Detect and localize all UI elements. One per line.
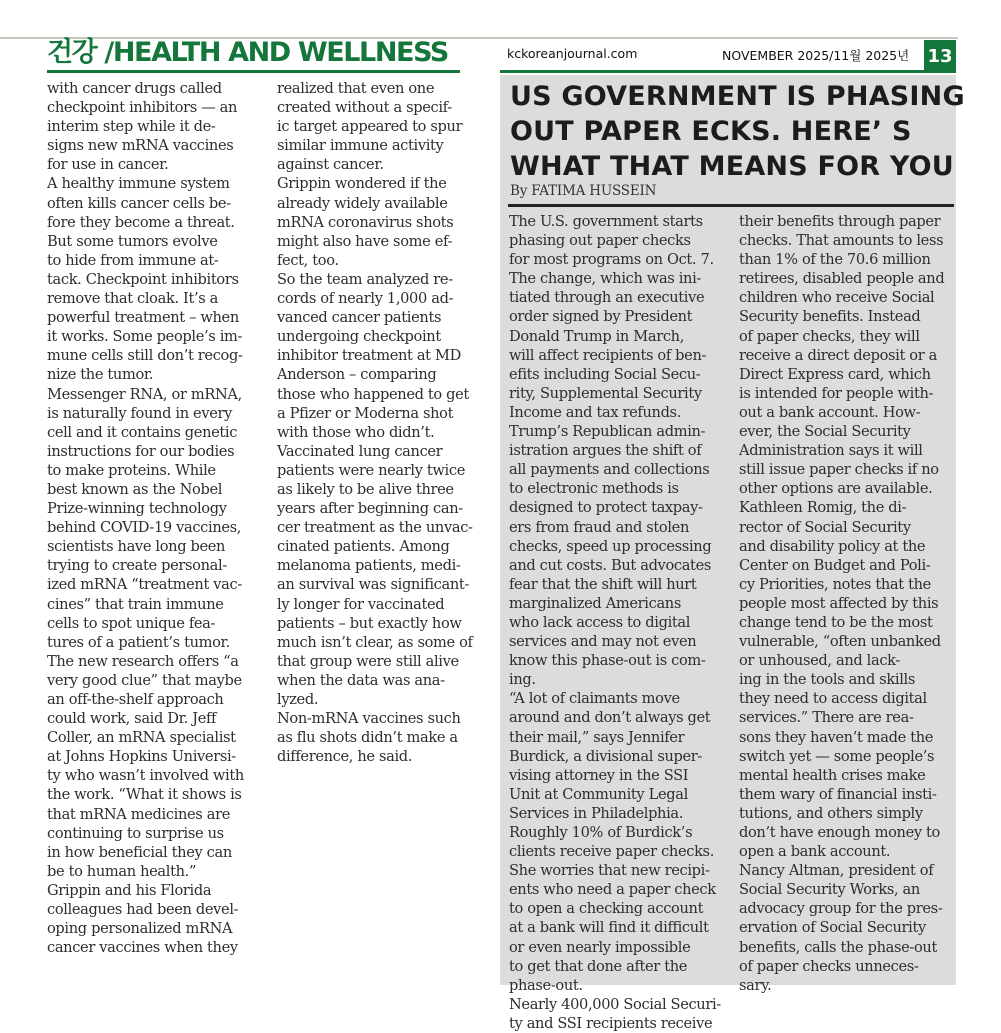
site-url: kckoreanjournal.com <box>507 46 638 61</box>
text-line: is naturally found in every <box>47 404 233 422</box>
text-line: Social Security Works, an <box>739 881 920 899</box>
text-line: to hide from immune at- <box>47 251 219 269</box>
text-line: for use in cancer. <box>47 156 169 174</box>
text-line: ty and SSI recipients receive <box>509 1014 713 1032</box>
text-line: phasing out paper checks <box>509 232 691 250</box>
text-line: patients were nearly twice <box>277 461 465 479</box>
text-line: She worries that new recipi- <box>509 862 710 880</box>
text-line: Messenger RNA, or mRNA, <box>47 385 242 403</box>
text-line: ic target appeared to spur <box>277 118 463 136</box>
text-line: years after beginning can- <box>277 500 463 518</box>
text-line: patients – but exactly how <box>277 614 462 632</box>
text-line: at a bank will find it difficult <box>509 919 709 937</box>
section-title: 건강 /HEALTH AND WELLNESS <box>47 37 448 68</box>
text-line: The new research offers “a <box>47 652 239 670</box>
text-line: tutions, and others simply <box>739 804 923 822</box>
right-article-column-1 <box>509 212 731 1033</box>
left-article-column-1 <box>47 79 272 957</box>
text-line: remove that cloak. It’s a <box>47 290 219 308</box>
text-line: much isn’t clear, as some of <box>277 633 473 651</box>
text-line: with cancer drugs called <box>47 80 222 97</box>
text-line: when the data was ana- <box>277 671 445 689</box>
text-line: fect, too. <box>277 251 339 269</box>
text-line: they need to access digital <box>739 690 927 708</box>
text-line: to open a checking account <box>509 900 704 918</box>
text-line: mRNA coronavirus shots <box>277 213 454 231</box>
text-line: inhibitor treatment at MD <box>277 347 461 365</box>
text-line: cell and it contains genetic <box>47 423 238 441</box>
text-line: children who receive Social <box>739 289 935 307</box>
text-line: Roughly 10% of Burdick’s <box>509 824 693 841</box>
text-line: tiated through an executive <box>509 289 705 307</box>
text-line: than 1% of the 70.6 million <box>739 251 931 269</box>
text-line: vanced cancer patients <box>277 309 442 327</box>
text-line: tack. Checkpoint inhibitors <box>47 270 239 288</box>
text-line: all payments and collections <box>509 461 710 479</box>
text-line: But some tumors evolve <box>47 232 218 250</box>
text-line: trying to create personal- <box>47 557 227 575</box>
text-line: vising attorney in the SSI <box>509 766 689 784</box>
text-line: fore they become a threat. <box>47 213 235 231</box>
text-line: designed to protect taxpay- <box>509 499 703 517</box>
text-line: Security benefits. Instead <box>739 308 921 326</box>
text-line: with those who didn’t. <box>277 423 435 441</box>
text-line: cinated patients. Among <box>277 538 450 556</box>
text-line: Anderson – comparing <box>277 366 437 384</box>
text-line: Nancy Altman, president of <box>739 862 934 880</box>
text-line: best known as the Nobel <box>47 480 223 498</box>
text-line: ers from fraud and stolen <box>509 518 690 536</box>
text-line: open a bank account. <box>739 843 891 861</box>
text-line: undergoing checkpoint <box>277 328 441 346</box>
text-line: that group were still alive <box>277 652 459 670</box>
text-line: Income and tax refunds. <box>509 403 681 421</box>
text-line: of paper checks, they will <box>739 327 920 345</box>
text-line: is intended for people with- <box>739 384 934 402</box>
section-title-underline <box>47 70 460 73</box>
text-line: will affect recipients of ben- <box>509 346 707 364</box>
text-line: at Johns Hopkins Universi- <box>47 748 236 766</box>
text-line: efits including Social Secu- <box>509 365 701 383</box>
right-article-headline <box>510 79 965 184</box>
text-line: still issue paper checks if no <box>739 461 939 479</box>
text-line: oping personalized mRNA <box>47 920 233 938</box>
text-line: rector of Social Security <box>739 518 911 536</box>
text-line: Administration says it will <box>739 442 923 460</box>
text-line: nize the tumor. <box>47 366 154 384</box>
text-line: cines” that train immune <box>47 595 224 613</box>
text-line: out a bank account. How- <box>739 403 921 421</box>
text-line: behind COVID-19 vaccines, <box>47 519 242 537</box>
text-line: mental health crises make <box>739 766 926 784</box>
text-line: clients receive paper checks. <box>509 843 714 861</box>
text-line: lyzed. <box>277 691 319 708</box>
text-line: created without a specif- <box>277 99 452 117</box>
text-line: ized mRNA “treatment vac- <box>47 576 242 594</box>
text-line: The change, which was ini- <box>509 270 701 288</box>
text-line: similar immune activity <box>277 137 444 155</box>
text-line: don’t have enough money to <box>739 824 940 841</box>
text-line: Grippin wondered if the <box>277 175 447 193</box>
text-line: checks. That amounts to less <box>739 232 944 250</box>
right-article-column-2 <box>739 212 954 995</box>
text-line: Nearly 400,000 Social Securi- <box>509 995 721 1013</box>
text-line: be to human health.” <box>47 862 197 880</box>
text-line: Direct Express card, which <box>739 365 931 383</box>
byline-rule <box>508 204 954 207</box>
text-line: the work. “What it shows is <box>47 786 242 804</box>
text-line: to electronic methods is <box>509 480 679 498</box>
text-line: tures of a patient’s tumor. <box>47 633 230 651</box>
text-line: it works. Some people’s im- <box>47 328 243 346</box>
text-line: Trump’s Republican admin- <box>509 423 706 441</box>
text-line: other options are available. <box>739 480 933 498</box>
text-line: often kills cancer cells be- <box>47 194 231 212</box>
text-line: very good clue” that maybe <box>47 671 242 689</box>
text-line: of paper checks unneces- <box>739 957 919 975</box>
text-line: cy Priorities, notes that the <box>739 575 931 593</box>
text-line: might also have some ef- <box>277 232 453 250</box>
text-line: order signed by President <box>509 308 693 326</box>
text-line: benefits, calls the phase-out <box>739 938 937 956</box>
text-line: their benefits through paper <box>739 213 941 230</box>
text-line: So the team analyzed re- <box>277 270 453 288</box>
text-line: services.” There are rea- <box>739 709 914 727</box>
text-line: people most affected by this <box>739 594 939 612</box>
text-line: sons they haven’t made the <box>739 728 934 746</box>
text-line: Donald Trump in March, <box>509 327 684 345</box>
text-line: rity, Supplemental Security <box>509 384 702 402</box>
text-line: phase-out. <box>509 976 583 994</box>
text-line: Burdick, a divisional super- <box>509 747 702 765</box>
text-line: cancer vaccines when they <box>47 939 238 957</box>
text-line: as likely to be alive three <box>277 480 454 498</box>
text-line: checkpoint inhibitors — an <box>47 99 238 117</box>
headline-line: US GOVERNMENT IS PHASING <box>510 81 965 112</box>
text-line: A healthy immune system <box>47 175 230 193</box>
text-line: difference, he said. <box>277 748 413 766</box>
text-line: istration argues the shift of <box>509 442 702 460</box>
text-line: in how beneficial they can <box>47 843 232 861</box>
text-line: scientists have long been <box>47 538 226 556</box>
page-number: 13 <box>924 40 956 72</box>
issue-date: NOVEMBER 2025/11월 2025년 <box>722 48 910 63</box>
text-line: Services in Philadelphia. <box>509 804 684 822</box>
text-line: services and may not even <box>509 633 697 651</box>
text-line: marginalized Americans <box>509 594 681 612</box>
text-line: ervation of Social Security <box>739 919 926 937</box>
text-line: or even nearly impossible <box>509 938 691 956</box>
text-line: sary. <box>739 976 772 994</box>
left-article-column-2 <box>277 79 499 766</box>
text-line: mune cells still don’t recog- <box>47 347 243 365</box>
text-line: around and don’t always get <box>509 709 711 727</box>
text-line: retirees, disabled people and <box>739 270 945 288</box>
text-line: interim step while it de- <box>47 118 216 136</box>
text-line: those who happened to get <box>277 385 469 403</box>
headline-line: OUT PAPER ECKS. HERE’ S <box>510 116 912 147</box>
headline-line: WHAT THAT MEANS FOR YOU <box>510 151 954 182</box>
text-line: Vaccinated lung cancer <box>277 442 443 460</box>
text-line: a Pfizer or Moderna shot <box>277 404 454 422</box>
text-line: ents who need a paper check <box>509 881 716 899</box>
text-line: The U.S. government starts <box>509 213 703 230</box>
text-line: powerful treatment – when <box>47 309 239 327</box>
text-line: to make proteins. While <box>47 461 216 479</box>
text-line: colleagues had been devel- <box>47 901 239 919</box>
text-line: as flu shots didn’t make a <box>277 729 458 747</box>
text-line: change tend to be the most <box>739 613 933 631</box>
text-line: ly longer for vaccinated <box>277 595 445 613</box>
text-line: Coller, an mRNA specialist <box>47 729 236 747</box>
text-line: them wary of financial insti- <box>739 785 937 803</box>
text-line: receive a direct deposit or a <box>739 346 937 364</box>
text-line: an survival was significant- <box>277 576 469 594</box>
text-line: to get that done after the <box>509 957 688 975</box>
text-line: or unhoused, and lack- <box>739 652 900 670</box>
text-line: continuing to surprise us <box>47 824 224 842</box>
text-line: cer treatment as the unvac- <box>277 519 473 537</box>
text-line: ever, the Social Security <box>739 423 911 441</box>
text-line: against cancer. <box>277 156 384 174</box>
text-line: Grippin and his Florida <box>47 881 212 899</box>
text-line: vulnerable, “often unbanked <box>739 633 941 651</box>
text-line: their mail,” says Jennifer <box>509 728 685 746</box>
text-line: realized that even one <box>277 80 435 97</box>
text-line: ing. <box>509 671 536 689</box>
text-line: and cut costs. But advocates <box>509 556 712 574</box>
text-line: fear that the shift will hurt <box>509 575 697 593</box>
text-line: already widely available <box>277 194 448 212</box>
text-line: “A lot of claimants move <box>509 690 680 708</box>
text-line: Prize-winning technology <box>47 500 227 518</box>
text-line: signs new mRNA vaccines <box>47 137 234 155</box>
text-line: could work, said Dr. Jeff <box>47 710 217 728</box>
text-line: know this phase-out is com- <box>509 652 706 670</box>
text-line: ing in the tools and skills <box>739 671 915 689</box>
text-line: instructions for our bodies <box>47 442 235 460</box>
text-line: and disability policy at the <box>739 537 926 555</box>
text-line: that mRNA medicines are <box>47 805 230 823</box>
text-line: ty who wasn’t involved with <box>47 767 244 785</box>
text-line: advocacy group for the pres- <box>739 900 943 918</box>
text-line: cells to spot unique fea- <box>47 614 216 632</box>
text-line: switch yet — some people’s <box>739 747 935 765</box>
text-line: who lack access to digital <box>509 613 691 631</box>
text-line: cords of nearly 1,000 ad- <box>277 290 454 308</box>
byline: By FATIMA HUSSEIN <box>510 183 657 199</box>
text-line: checks, speed up processing <box>509 537 712 555</box>
text-line: Kathleen Romig, the di- <box>739 499 907 517</box>
text-line: an off-the-shelf approach <box>47 691 224 708</box>
text-line: melanoma patients, medi- <box>277 557 461 575</box>
text-line: Unit at Community Legal <box>509 785 688 803</box>
header-rule <box>500 70 956 73</box>
text-line: for most programs on Oct. 7. <box>509 251 714 269</box>
text-line: Center on Budget and Poli- <box>739 556 931 574</box>
text-line: Non-mRNA vaccines such <box>277 710 461 728</box>
